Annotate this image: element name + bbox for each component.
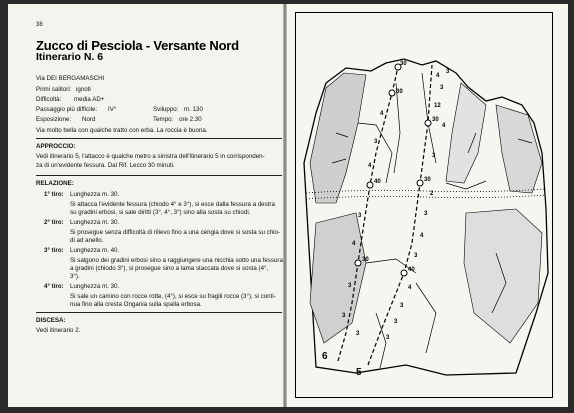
tiro-length: Lunghezza m. 40. xyxy=(70,247,120,254)
tiro-label: 3° tiro: xyxy=(44,247,64,254)
grade-label: 3 xyxy=(424,211,428,217)
divider xyxy=(36,312,282,313)
tiro-length: Lunghezza m. 30. xyxy=(70,219,120,226)
grass-ledge xyxy=(306,195,546,199)
passaggio-label: Passaggio più difficile: xyxy=(36,106,98,113)
approccio-line: za di un'evidente fessura. Dal Rif. Lecco 30 minuti. xyxy=(36,162,175,169)
tiro-line: a gradini (chiodo 3°), si prosegue sino a lama staccata dove si sosta (4°, xyxy=(70,265,269,272)
pitch-length-label: 40 xyxy=(374,179,381,185)
grade-label: 3 xyxy=(374,139,378,145)
pitch-length-label: 30 xyxy=(362,257,369,263)
grade-label: 4 xyxy=(368,163,372,169)
grade-label: 3 xyxy=(358,213,362,219)
itinerary-number: Itinerario N. 6 xyxy=(36,51,104,63)
discesa-heading: DISCESA: xyxy=(36,317,66,324)
grade-label: 4 xyxy=(380,111,384,117)
pitch-length-label: 30 xyxy=(400,61,407,67)
route-number-label: 6 xyxy=(322,351,328,362)
grade-label: 3 xyxy=(414,253,418,259)
approccio-heading: APPROCCIO: xyxy=(36,143,76,150)
grade-label: 3 xyxy=(356,331,360,337)
tiro-line: di ad anello. xyxy=(70,237,104,244)
tiro-length: Lunghezza m. 30. xyxy=(70,283,120,290)
grade-label: 4 xyxy=(352,241,356,247)
grade-label: 3 xyxy=(386,335,390,341)
tempo-label: Tempo: xyxy=(153,116,174,123)
tiro-line: Si sale un camino con rocce rotte, (4°), si esce su fragili rocce (3°), si conti- xyxy=(70,293,276,300)
route-note: Via molto bella con qualche tratto con erba. La roccia è buona. xyxy=(36,127,208,134)
divider xyxy=(36,175,282,176)
rock-face-shading xyxy=(310,73,366,203)
grade-label: 4 xyxy=(420,233,424,239)
tiro-label: 2° tiro: xyxy=(44,219,64,226)
sviluppo-value: m. 130 xyxy=(184,106,203,113)
tempo-value: ore 2.30 xyxy=(179,116,202,123)
tiro-label: 1° tiro: xyxy=(44,191,64,198)
route-5-line xyxy=(368,65,432,365)
grade-label: 3 xyxy=(432,153,436,159)
topo-drawing-frame xyxy=(295,12,553,398)
grade-label: 4 xyxy=(436,73,440,79)
pitch-length-label: 40 xyxy=(408,267,415,273)
rock-face-shading xyxy=(464,209,542,343)
divider xyxy=(36,138,282,139)
tiro-line: 3°). xyxy=(70,273,80,280)
belay-stations xyxy=(355,64,434,276)
grade-label: 3 xyxy=(400,303,404,309)
grade-label: 3 xyxy=(446,69,450,75)
rock-face-shading xyxy=(496,105,542,193)
page-number: 38 xyxy=(36,22,43,28)
left-page xyxy=(8,4,283,407)
primi-salitori-value: ignoti xyxy=(76,86,91,93)
grade-label: 3 xyxy=(348,283,352,289)
grade-label: 4 xyxy=(442,123,446,129)
discesa-text: Vedi itinerario 2. xyxy=(36,327,81,334)
grade-label: 12 xyxy=(434,103,441,109)
right-page xyxy=(287,4,568,407)
grade-label: 3 xyxy=(394,319,398,325)
page-title: Zucco di Pesciola - Versante Nord xyxy=(36,38,239,53)
grade-label: 2 xyxy=(430,191,434,197)
pitch-length-label: 30 xyxy=(432,117,439,123)
tiro-label: 4° tiro: xyxy=(44,283,64,290)
difficolta-value: media AD+ xyxy=(74,96,105,103)
topo-drawing xyxy=(296,13,552,397)
tiro-line: su gradini erbosi, si sale diritti (3°, 4°, 3°) sino alla sosta su chiodi. xyxy=(70,209,251,216)
relazione-heading: RELAZIONE: xyxy=(36,180,74,187)
rock-face-shading xyxy=(446,83,486,183)
pitch-length-label: 30 xyxy=(396,89,403,95)
tiro-line: Si attacca l'evidente fessura (chiodo 4° e 3°), si esce dalla fessura a destra xyxy=(70,201,275,208)
approccio-line: Vedi itinerario 5, l'attacco è qualche metro a sinistra dell'itinerario 5 in corrisponden- xyxy=(36,153,265,160)
grade-label: 3 xyxy=(440,85,444,91)
rock-face-shading xyxy=(310,213,366,343)
tiro-length: Lunghezza m. 30. xyxy=(70,191,120,198)
route-name: Via DEI BERGAMASCHI xyxy=(36,75,105,82)
tiro-line: Si salgono dei gradini erbosi sino a raggiungere una nicchia sotto una fessura xyxy=(70,257,283,264)
difficolta-label: Difficoltà: xyxy=(36,96,62,103)
passaggio-value: IV° xyxy=(108,106,117,113)
primi-salitori-label: Primi salitori: xyxy=(36,86,72,93)
esposizione-value: Nord xyxy=(82,116,96,123)
tiro-line: nua fino alla cresta Ongania sulla spalla erbosa. xyxy=(70,301,202,308)
pitch-length-label: 30 xyxy=(424,177,431,183)
sviluppo-label: Sviluppo: xyxy=(153,106,179,113)
tiro-line: Si prosegue senza difficoltà di rilievo fino a una cengia dove si sosta su chio- xyxy=(70,229,281,236)
esposizione-label: Esposizione: xyxy=(36,116,72,123)
grade-label: 4 xyxy=(408,285,412,291)
route-number-label: 5 xyxy=(356,367,362,378)
grade-label: 3 xyxy=(342,313,346,319)
